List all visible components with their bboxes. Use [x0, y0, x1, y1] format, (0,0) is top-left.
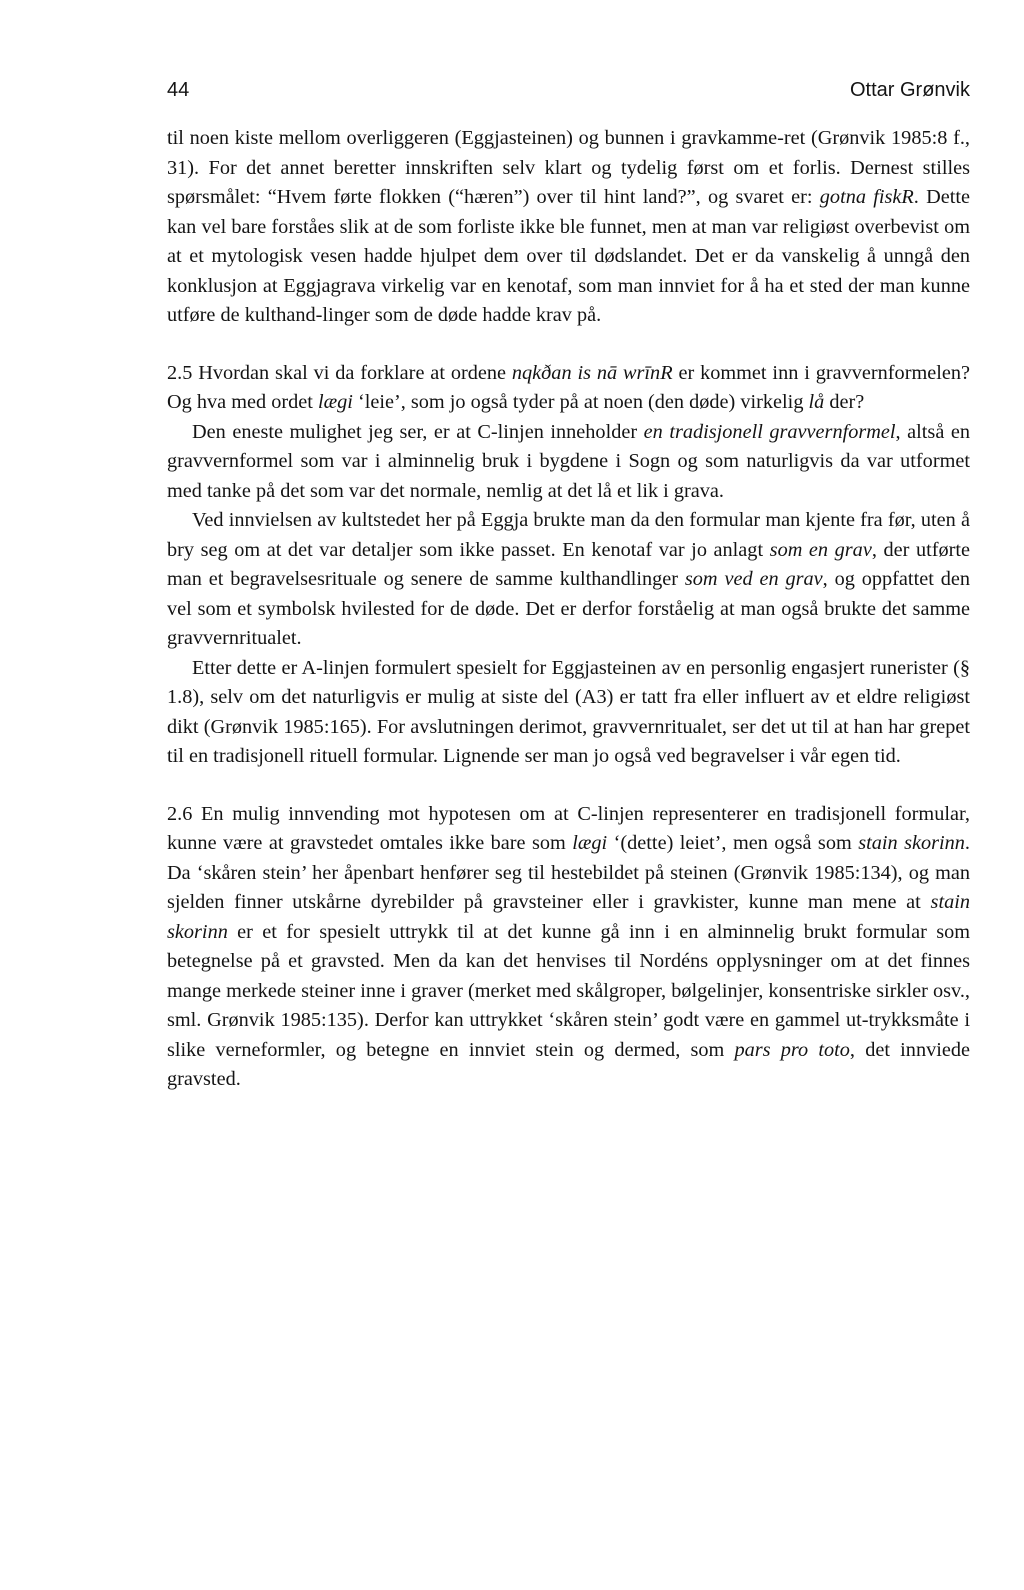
paragraph-1: [167, 124, 970, 331]
paragraph-3: [167, 418, 970, 507]
running-head: [167, 72, 970, 108]
paragraph-5: [167, 654, 970, 772]
italic-term: en tradisjonell gravvernformel: [643, 420, 896, 443]
text-run: . Da ‘skåren stein’ her åpenbart henfører seg til hestebildet på steinen (Grønvik 1985:134), og man sjelden finner utskårne dyrebilder på gravsteiner eller i gravkister, kunne man mene at: [167, 832, 970, 913]
italic-term: som en grav: [769, 538, 872, 561]
paragraph-4: [167, 506, 970, 654]
text-run: , det innviede gravsted.: [167, 1038, 970, 1090]
text-run: ‘(dette) leiet’, men også som: [607, 832, 859, 854]
running-head-author: Ottar Grønvik: [849, 79, 970, 101]
text-run: 2.6 En mulig innvending mot hypotesen om at C-linjen representerer en tradisjonell formular, kunne være at gravstedet omtales ikke bare som: [167, 802, 970, 854]
italic-term: gotna fiskR: [819, 186, 914, 208]
text-run: der?: [824, 391, 865, 413]
text-run: , der utførte man et begravelsesrituale og senere de samme kulthandlinger: [167, 538, 971, 590]
text-run: Den eneste mulighet jeg ser, er at C-linjen inneholder: [192, 420, 644, 443]
italic-term: lægi: [572, 832, 608, 854]
document-page: [167, 72, 970, 1095]
italic-term: lå: [808, 391, 825, 413]
text-run: er et for spesielt uttrykk til at det kunne gå inn i en alminnelig brukt formular som betegnelse på et gravsted. Men da kan det henvises til Nordéns opplysninger om at det finnes mange merkede steiner inne i graver (merket med skålgroper, bølgelinjer, konsentriske sirkler osv., sml. Grønvik 1985:135). Derfor kan uttrykket ‘skåren stein’ godt være en gammel ut-trykksmåte i slike verneformler, og betegne en innviet stein og dermed, som: [167, 920, 970, 1061]
paragraph-section-2-6: [167, 800, 970, 1095]
page-number: 44: [167, 79, 190, 101]
italic-term: stain skorinn: [167, 891, 970, 943]
text-run: . Dette kan vel bare forståes slik at de som forliste ikke ble funnet, men at man var religiøst overbevist om at et mytologisk vesen hadde hjulpet dem over til dødslandet. Det er da vanskelig å unngå den konklusjon at Eggjagrava virkelig var en kenotaf, som man innviet for å ha et sted der man kunne utføre de kulthand-linger som de døde hadde krav på.: [167, 186, 970, 326]
text-run: Etter dette er A-linjen formulert spesielt for Eggjasteinen av en personlig engasjert runerister (§ 1.8), selv om det naturligvis er mulig at siste del (A3) er tatt fra eller influert av et eldre religiøst dikt (Grønvik 1985:165). For avslutningen derimot, gravvernritualet, ser det ut til at han har grepet til en tradisjonell rituell formular. Lignende ser man jo også ved begravelser i vår egen tid.: [167, 656, 970, 767]
italic-term: som ved en grav: [684, 568, 823, 590]
italic-term: stain skorinn: [858, 832, 965, 854]
text-run: til noen kiste mellom overliggeren (Eggjasteinen) og bunnen i gravkamme-ret (Grønvik 1985:8 f., 31). For det annet beretter innskriften selv klart og tydelig først om et forlis. Dernest stilles spørsmålet: “Hvem førte flokken (“hæren”) over til hint land?”, og svaret er:: [167, 127, 970, 208]
italic-term: nqkðan is nā wrīnR: [511, 361, 673, 384]
text-run: er kommet inn i gravvernformelen? Og hva med ordet: [167, 361, 971, 413]
text-run: , altså en gravvernformel som var i alminnelig bruk i bygdene i Sogn og som naturligvis da var utformet med tanke på det som var det normale, nemlig at det lå et lik i grava.: [167, 420, 970, 502]
text-run: 2.5 Hvordan skal vi da forklare at ordene: [167, 361, 512, 384]
italic-term: lægi: [317, 391, 353, 413]
text-run: , og oppfattet den vel som et symbolsk hvilested for de døde. Det er derfor forståelig at man også brukte det samme gravvernritualet.: [167, 568, 970, 649]
paragraph-section-2-5: [167, 359, 970, 418]
text-run: ‘leie’, som jo også tyder på at noen (den døde) virkelig: [352, 391, 809, 413]
italic-term: pars pro toto: [734, 1038, 850, 1061]
text-run: Ved innvielsen av kultstedet her på Eggja brukte man da den formular man kjente fra før, uten å bry seg om at det var detaljer som ikke passet. En kenotaf var jo anlagt: [167, 509, 970, 561]
